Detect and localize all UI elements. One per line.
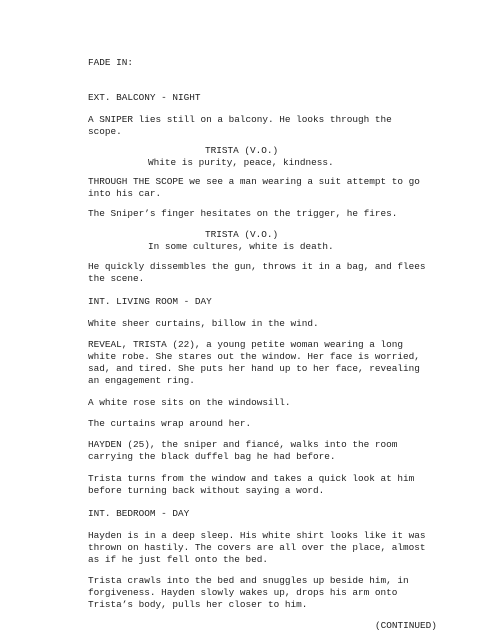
action-line: Trista crawls into the bed and snuggles up beside him, in xyxy=(88,575,409,586)
action-line: as if he just fell onto the bed. xyxy=(88,554,269,565)
action-line: an engagement ring. xyxy=(88,375,195,386)
action-line: Trista’s body, pulls her closer to him. xyxy=(88,599,308,610)
scene-heading: EXT. BALCONY - NIGHT xyxy=(88,92,201,103)
character-name: TRISTA (V.O.) xyxy=(205,145,279,156)
transition-fade-in: FADE IN: xyxy=(88,57,134,68)
action-line: forgiveness. Hayden slowly wakes up, drops his arm onto xyxy=(88,587,398,598)
action-line: sad, and tired. She puts her hand up to her face, revealing xyxy=(88,363,420,374)
action-line: scope. xyxy=(88,126,122,137)
action-line: the scene. xyxy=(88,273,145,284)
action-line: White sheer curtains, billow in the wind. xyxy=(88,318,319,329)
action-line: white robe. She stares out the window. Her face is worried, xyxy=(88,351,420,362)
scene-heading: INT. LIVING ROOM - DAY xyxy=(88,296,212,307)
action-line: He quickly dissembles the gun, throws it in a bag, and flees xyxy=(88,261,426,272)
action-line: Hayden is in a deep sleep. His white shirt looks like it was xyxy=(88,530,426,541)
action-line: The Sniper’s finger hesitates on the trigger, he fires. xyxy=(88,208,398,219)
action-line: HAYDEN (25), the sniper and fiancé, walks into the room xyxy=(88,439,398,450)
action-line: The curtains wrap around her. xyxy=(88,418,252,429)
action-line: THROUGH THE SCOPE we see a man wearing a suit attempt to go xyxy=(88,176,420,187)
action-line: REVEAL, TRISTA (22), a young petite woman wearing a long xyxy=(88,339,404,350)
action-line: A white rose sits on the windowsill. xyxy=(88,397,291,408)
character-name: TRISTA (V.O.) xyxy=(205,229,279,240)
scene-heading: INT. BEDROOM - DAY xyxy=(88,508,190,519)
action-line: before turning back without saying a word. xyxy=(88,485,325,496)
dialogue-line: White is purity, peace, kindness. xyxy=(148,157,334,168)
continued-marker: (CONTINUED) xyxy=(375,620,437,631)
action-line: Trista turns from the window and takes a quick look at him xyxy=(88,473,415,484)
action-line: thrown on hastily. The covers are all over the place, almost xyxy=(88,542,426,553)
dialogue-line: In some cultures, white is death. xyxy=(148,241,334,252)
action-line: into his car. xyxy=(88,188,162,199)
action-line: A SNIPER lies still on a balcony. He looks through the xyxy=(88,114,392,125)
action-line: carrying the black duffel bag he had before. xyxy=(88,451,336,462)
